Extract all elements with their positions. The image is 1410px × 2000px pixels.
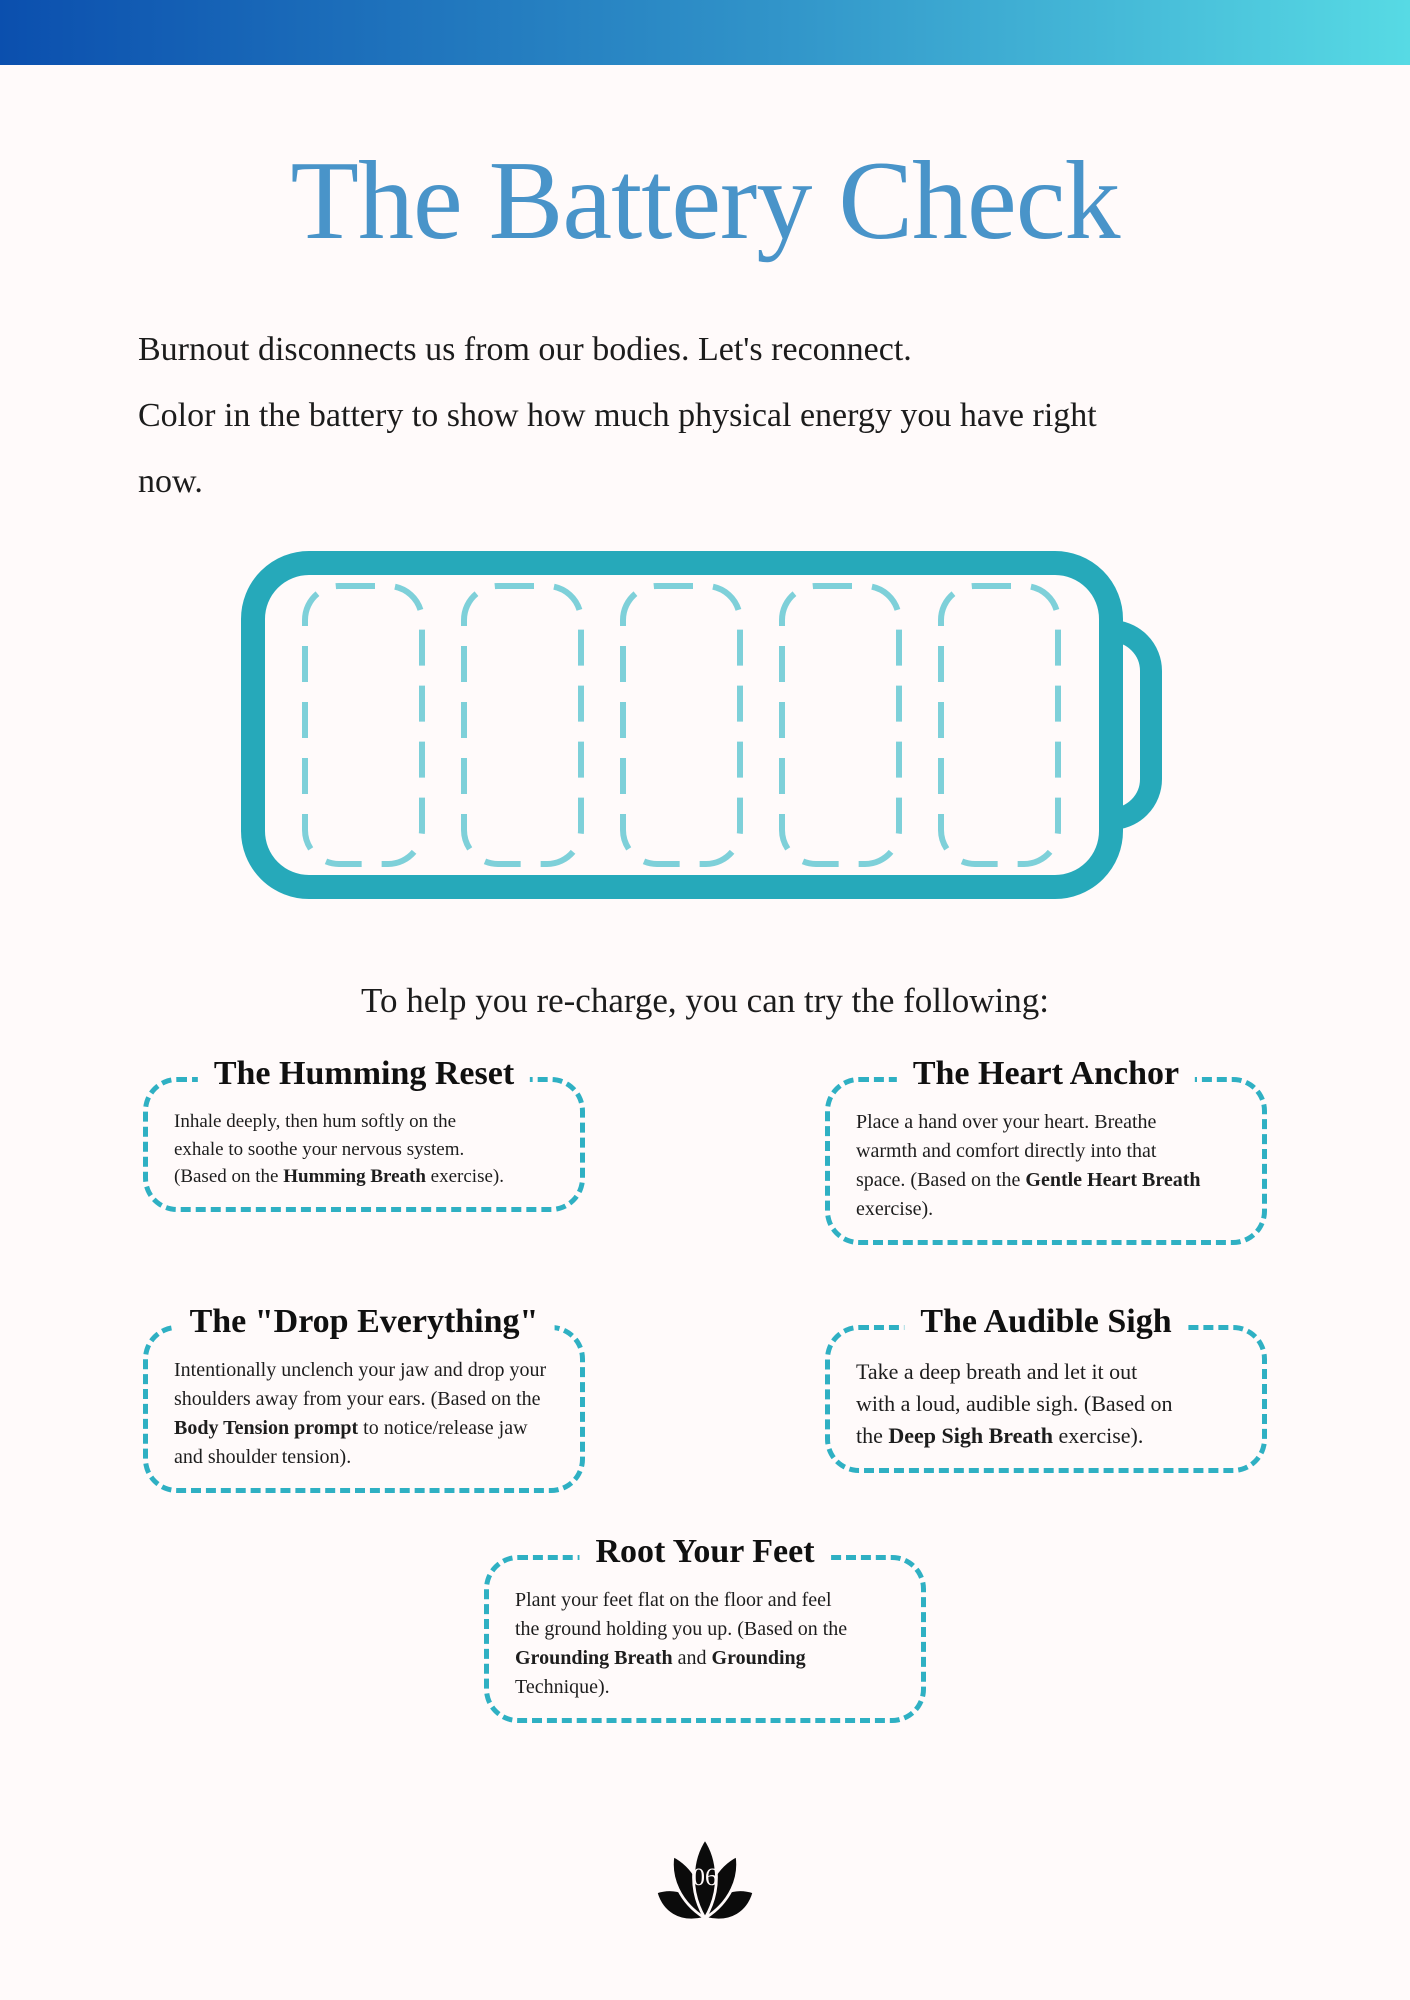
card-title: The Humming Reset bbox=[198, 1055, 530, 1093]
page-footer bbox=[0, 1835, 1410, 1920]
cards-row bbox=[143, 1303, 1267, 1493]
lotus-icon bbox=[640, 1835, 770, 1920]
card-audible-sigh bbox=[825, 1303, 1267, 1473]
battery-illustration bbox=[241, 551, 1169, 899]
intro-line: now. bbox=[138, 463, 203, 500]
card-root-your-feet bbox=[484, 1533, 926, 1723]
intro-line: Color in the battery to show how much physical energy you have right bbox=[138, 397, 1097, 434]
card-heart-anchor bbox=[825, 1055, 1267, 1245]
card-title: Root Your Feet bbox=[579, 1533, 830, 1571]
card-title: The "Drop Everything" bbox=[174, 1303, 555, 1341]
recharge-heading: To help you re-charge, you can try the following: bbox=[361, 981, 1049, 1020]
card-body: Intentionally unclench your jaw and drop your shoulders away from your ears. (Based on the Body Tension prompt to notice/release jaw and shoulder tension). bbox=[174, 1359, 547, 1468]
card-body: Place a hand over your heart. Breathe warmth and comfort directly into that space. (Based on the Gentle Heart Breath exercise). bbox=[856, 1111, 1201, 1220]
card-body: Plant your feet flat on the floor and feel the ground holding you up. (Based on the Grounding Breath and Grounding Technique). bbox=[515, 1589, 848, 1698]
battery-section bbox=[0, 551, 1410, 899]
page-number: 06 bbox=[692, 1863, 718, 1891]
card-humming-reset bbox=[143, 1055, 585, 1212]
card-body: Take a deep breath and let it out with a loud, audible sigh. (Based on the Deep Sigh Breath exercise). bbox=[856, 1359, 1173, 1448]
top-gradient-bar bbox=[0, 0, 1410, 65]
intro-paragraph bbox=[138, 317, 1290, 515]
card-title: The Heart Anchor bbox=[897, 1055, 1195, 1093]
technique-cards bbox=[143, 1055, 1267, 1723]
card-body: Inhale deeply, then hum softly on the exhale to soothe your nervous system. (Based on the Humming Breath exercise). bbox=[174, 1111, 504, 1188]
cards-row bbox=[143, 1533, 1267, 1723]
cards-row bbox=[143, 1055, 1267, 1245]
page-title: The Battery Check bbox=[290, 139, 1120, 263]
card-title: The Audible Sigh bbox=[904, 1303, 1187, 1341]
card-drop-everything bbox=[143, 1303, 585, 1493]
intro-line: Burnout disconnects us from our bodies. Let's reconnect. bbox=[138, 331, 912, 368]
battery-body bbox=[253, 563, 1111, 887]
